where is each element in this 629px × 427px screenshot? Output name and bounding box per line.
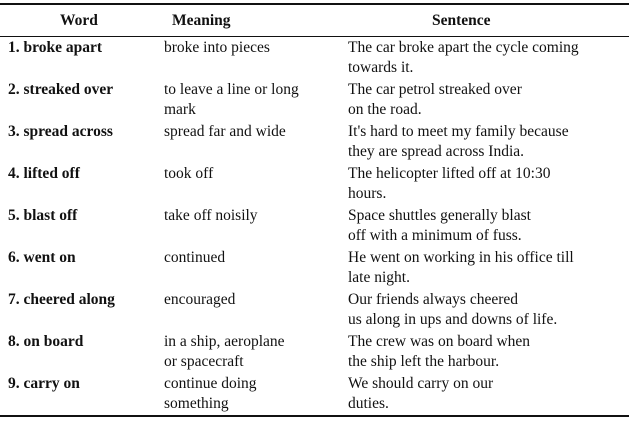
sentence-line: on the road. [348, 101, 422, 118]
meaning-line [164, 226, 348, 247]
sentence-cell [348, 163, 629, 205]
meaning-line: or spacecraft [164, 353, 244, 370]
table-row [0, 163, 629, 205]
meaning-line: in a ship, aeroplane [164, 332, 285, 350]
meaning-cell [164, 121, 348, 163]
meaning-line [164, 58, 348, 79]
header-meaning: Meaning [164, 4, 348, 36]
meaning-line: continue doing [164, 374, 257, 392]
sentence-line: they are spread across India. [348, 143, 525, 160]
header-row [0, 4, 629, 36]
word-cell: 7. cheered along [8, 290, 115, 308]
header-sentence: Sentence [348, 4, 629, 36]
meaning-line: encouraged [164, 290, 236, 308]
sentence-cell [348, 79, 629, 121]
meaning-line [164, 142, 348, 163]
meaning-line: something [164, 395, 229, 412]
vocabulary-table [0, 3, 629, 417]
table-row [0, 36, 629, 79]
sentence-cell [348, 331, 629, 373]
sentence-line: hours. [348, 185, 387, 202]
sentence-line: The helicopter lifted off at 10:30 [348, 164, 551, 182]
sentence-line: duties. [348, 395, 389, 412]
sentence-line: He went on working in his office till [348, 248, 574, 266]
meaning-line: to leave a line or long [164, 80, 299, 98]
meaning-line [164, 268, 348, 289]
word-cell: 9. carry on [0, 373, 164, 416]
table-header [0, 4, 629, 36]
sentence-cell [348, 36, 629, 79]
meaning-cell [164, 163, 348, 205]
table-body [0, 36, 629, 416]
table-row [0, 373, 629, 416]
sentence-line: The car petrol streaked over [348, 80, 522, 98]
meaning-line: spread far and wide [164, 122, 286, 140]
table-row [0, 331, 629, 373]
sentence-cell [348, 205, 629, 247]
sentence-line: Our friends always cheered [348, 290, 518, 308]
meaning-cell [164, 205, 348, 247]
sentence-line: late night. [348, 269, 410, 286]
sentence-line: us along in ups and downs of life. [348, 311, 558, 328]
meaning-cell [164, 373, 348, 416]
word-cell: 5. blast off [8, 206, 78, 224]
sentence-cell [348, 289, 629, 331]
table-row [0, 79, 629, 121]
meaning-cell [164, 79, 348, 121]
word-cell: 6. went on [8, 248, 76, 266]
meaning-line: mark [164, 101, 196, 118]
sentence-line: Space shuttles generally blast [348, 206, 531, 224]
word-cell: 1. broke apart [8, 38, 103, 56]
sentence-cell [348, 373, 629, 416]
sentence-line: The car broke apart the cycle coming [348, 38, 579, 56]
sentence-cell [348, 247, 629, 289]
meaning-cell [164, 247, 348, 289]
meaning-line: continued [164, 248, 226, 266]
meaning-cell [164, 36, 348, 79]
sentence-line: the ship left the harbour. [348, 353, 500, 370]
sentence-line: It's hard to meet my family because [348, 122, 569, 140]
table-row [0, 121, 629, 163]
meaning-cell [164, 331, 348, 373]
table-row [0, 205, 629, 247]
sentence-line: The crew was on board when [348, 332, 531, 350]
word-cell: 4. lifted off [8, 164, 80, 182]
meaning-line: broke into pieces [164, 38, 270, 56]
meaning-line [164, 184, 348, 205]
word-cell: 8. on board [8, 332, 84, 350]
meaning-line: took off [164, 164, 214, 182]
header-word: Word [0, 4, 164, 36]
word-cell: 3. spread across [8, 122, 113, 140]
sentence-line: off with a minimum of fuss. [348, 227, 522, 244]
sentence-cell [348, 121, 629, 163]
meaning-line: take off noisily [164, 206, 258, 224]
word-cell: 2. streaked over [8, 80, 114, 98]
meaning-cell [164, 289, 348, 331]
table-row [0, 247, 629, 289]
table-row [0, 289, 629, 331]
sentence-line: We should carry on our [348, 374, 494, 392]
sentence-line: towards it. [348, 59, 414, 76]
meaning-line [164, 310, 348, 331]
